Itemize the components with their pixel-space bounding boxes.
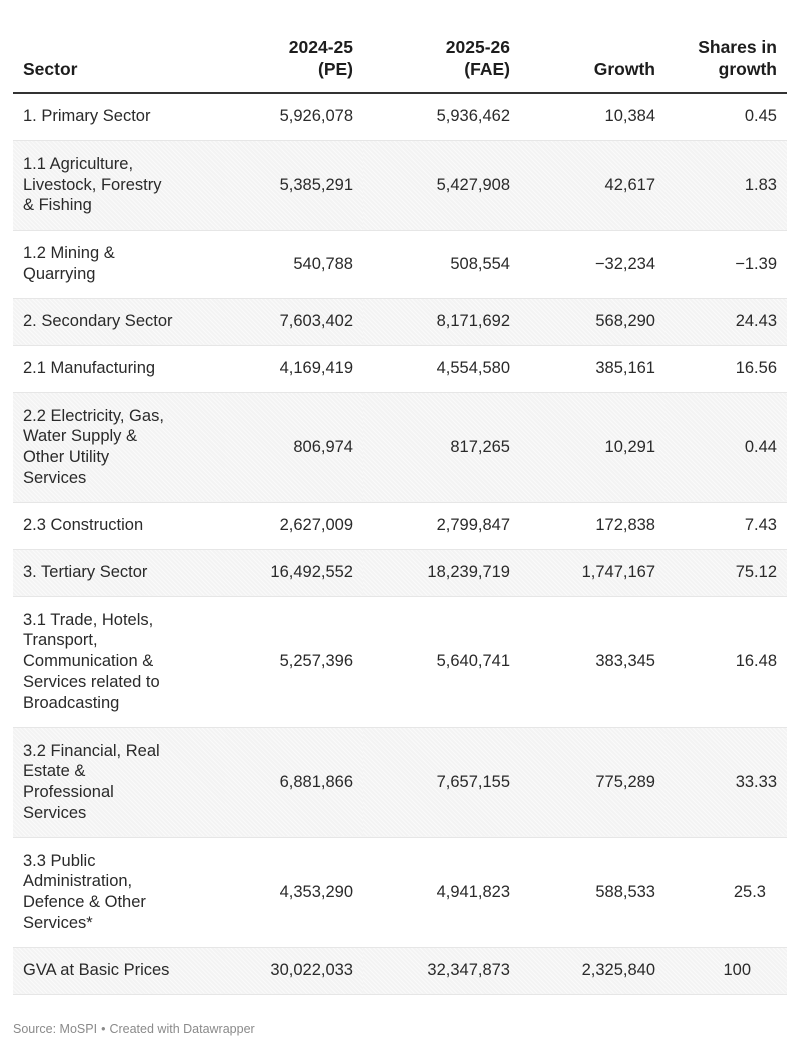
sector-label-line: Services* bbox=[23, 913, 93, 932]
table-header bbox=[13, 30, 787, 93]
sector-label-line: 3.1 Trade, Hotels, bbox=[23, 610, 154, 629]
table-row bbox=[13, 596, 787, 727]
cell-share-in-growth: 33.33 bbox=[665, 727, 787, 837]
cell-sector bbox=[13, 596, 225, 727]
gva-table-container bbox=[13, 30, 787, 995]
cell-2024-25-pe: 4,353,290 bbox=[225, 837, 363, 947]
cell-sector bbox=[13, 549, 225, 596]
cell-share-in-growth: 0.44 bbox=[665, 392, 787, 502]
cell-share-in-growth: 75.12 bbox=[665, 549, 787, 596]
cell-share-in-growth: 16.48 bbox=[665, 596, 787, 727]
sector-label-line: Services bbox=[23, 803, 87, 822]
cell-2025-26-fae: 7,657,155 bbox=[363, 727, 520, 837]
cell-2024-25-pe: 5,926,078 bbox=[225, 93, 363, 140]
cell-2024-25-pe: 5,385,291 bbox=[225, 140, 363, 230]
table-row bbox=[13, 837, 787, 947]
cell-sector bbox=[13, 298, 225, 345]
sector-label-line: 3.2 Financial, Real bbox=[23, 741, 160, 760]
sector-label-line: Quarrying bbox=[23, 265, 96, 283]
cell-2024-25-pe: 7,603,402 bbox=[225, 298, 363, 345]
sector-label-line: 2. Secondary Sector bbox=[23, 312, 173, 331]
sector-label-line: Administration, bbox=[23, 872, 133, 891]
header-sector: Sector bbox=[13, 30, 225, 93]
cell-2025-26-fae: 4,941,823 bbox=[363, 837, 520, 947]
cell-2024-25-pe: 16,492,552 bbox=[225, 549, 363, 596]
cell-2025-26-fae: 8,171,692 bbox=[363, 298, 520, 345]
sector-label-line: Broadcasting bbox=[23, 693, 120, 712]
sector-label-line: 2.1 Manufacturing bbox=[23, 359, 156, 378]
cell-2025-26-fae: 5,427,908 bbox=[363, 140, 520, 230]
cell-share-in-growth: 100 bbox=[665, 947, 787, 994]
cell-2024-25-pe: 2,627,009 bbox=[225, 502, 363, 549]
table-row bbox=[13, 345, 787, 392]
cell-growth: 1,747,167 bbox=[520, 549, 665, 596]
cell-2025-26-fae: 2,799,847 bbox=[363, 502, 520, 549]
sector-label-line: 1.1 Agriculture, bbox=[23, 154, 134, 173]
sector-label-line: Services related to bbox=[23, 672, 160, 691]
cell-share-in-growth: 1.83 bbox=[665, 140, 787, 230]
source-footer bbox=[13, 1022, 255, 1036]
cell-2024-25-pe: 30,022,033 bbox=[225, 947, 363, 994]
sector-label-line: Transport, bbox=[23, 631, 98, 650]
cell-sector bbox=[13, 727, 225, 837]
cell-growth: 10,291 bbox=[520, 392, 665, 502]
sector-label-line: Other Utility bbox=[23, 448, 110, 466]
cell-2025-26-fae: 4,554,580 bbox=[363, 345, 520, 392]
cell-growth: 42,617 bbox=[520, 140, 665, 230]
cell-2025-26-fae: 508,554 bbox=[363, 230, 520, 298]
cell-growth: 385,161 bbox=[520, 345, 665, 392]
sector-label-line: Water Supply & bbox=[23, 427, 138, 446]
table-row bbox=[13, 502, 787, 549]
cell-sector bbox=[13, 837, 225, 947]
cell-2025-26-fae: 817,265 bbox=[363, 392, 520, 502]
cell-2024-25-pe: 4,169,419 bbox=[225, 345, 363, 392]
table-row bbox=[13, 298, 787, 345]
table-row bbox=[13, 93, 787, 140]
cell-share-in-growth: 7.43 bbox=[665, 502, 787, 549]
cell-share-in-growth: 25.3 bbox=[665, 837, 787, 947]
cell-share-in-growth: 16.56 bbox=[665, 345, 787, 392]
gva-sector-table bbox=[13, 30, 787, 995]
table-row bbox=[13, 727, 787, 837]
sector-label-line: 3. Tertiary Sector bbox=[23, 563, 148, 582]
header-2025-26-fae: 2025-26 (FAE) bbox=[363, 30, 520, 93]
cell-sector bbox=[13, 140, 225, 230]
cell-share-in-growth: 0.45 bbox=[665, 93, 787, 140]
cell-growth: 775,289 bbox=[520, 727, 665, 837]
cell-sector bbox=[13, 947, 225, 994]
sector-label-line: 2.2 Electricity, Gas, bbox=[23, 406, 164, 425]
table-row bbox=[13, 230, 787, 298]
cell-2024-25-pe: 540,788 bbox=[225, 230, 363, 298]
sector-label-line: 1. Primary Sector bbox=[23, 107, 151, 126]
cell-2024-25-pe: 6,881,866 bbox=[225, 727, 363, 837]
sector-label-line: GVA at Basic Prices bbox=[23, 961, 170, 980]
cell-2025-26-fae: 32,347,873 bbox=[363, 947, 520, 994]
sector-label-line: Estate & bbox=[23, 762, 86, 781]
table-body bbox=[13, 93, 787, 994]
table-row bbox=[13, 549, 787, 596]
table-row bbox=[13, 140, 787, 230]
cell-growth: 10,384 bbox=[520, 93, 665, 140]
cell-growth: −32,234 bbox=[520, 230, 665, 298]
sector-label-line: Defence & Other bbox=[23, 893, 146, 911]
cell-share-in-growth: −1.39 bbox=[665, 230, 787, 298]
footer-separator: • bbox=[101, 1022, 106, 1036]
sector-label-line: 3.3 Public bbox=[23, 851, 96, 870]
cell-sector bbox=[13, 392, 225, 502]
cell-growth: 568,290 bbox=[520, 298, 665, 345]
cell-2025-26-fae: 18,239,719 bbox=[363, 549, 520, 596]
cell-sector bbox=[13, 502, 225, 549]
cell-2025-26-fae: 5,936,462 bbox=[363, 93, 520, 140]
header-row bbox=[13, 30, 787, 93]
table-row bbox=[13, 947, 787, 994]
header-shares-in-growth: Shares in growth bbox=[665, 30, 787, 93]
cell-2024-25-pe: 5,257,396 bbox=[225, 596, 363, 727]
cell-sector bbox=[13, 230, 225, 298]
sector-label-line: Communication & bbox=[23, 652, 154, 671]
cell-share-in-growth: 24.43 bbox=[665, 298, 787, 345]
sector-label-line: Services bbox=[23, 468, 87, 487]
cell-2025-26-fae: 5,640,741 bbox=[363, 596, 520, 727]
cell-2024-25-pe: 806,974 bbox=[225, 392, 363, 502]
cell-growth: 2,325,840 bbox=[520, 947, 665, 994]
credit-text: Created with Datawrapper bbox=[109, 1022, 255, 1036]
sector-label-line: Livestock, Forestry bbox=[23, 175, 162, 194]
table-row bbox=[13, 392, 787, 502]
sector-label-line: 2.3 Construction bbox=[23, 516, 144, 535]
cell-growth: 172,838 bbox=[520, 502, 665, 549]
cell-growth: 383,345 bbox=[520, 596, 665, 727]
source-text: Source: MoSPI bbox=[13, 1022, 98, 1036]
sector-label-line: & Fishing bbox=[23, 196, 92, 215]
cell-sector bbox=[13, 345, 225, 392]
sector-label-line: Professional bbox=[23, 783, 114, 801]
cell-sector bbox=[13, 93, 225, 140]
sector-label-line: 1.2 Mining & bbox=[23, 244, 115, 263]
cell-growth: 588,533 bbox=[520, 837, 665, 947]
header-growth: Growth bbox=[520, 30, 665, 93]
header-2024-25-pe: 2024-25 (PE) bbox=[225, 30, 363, 93]
